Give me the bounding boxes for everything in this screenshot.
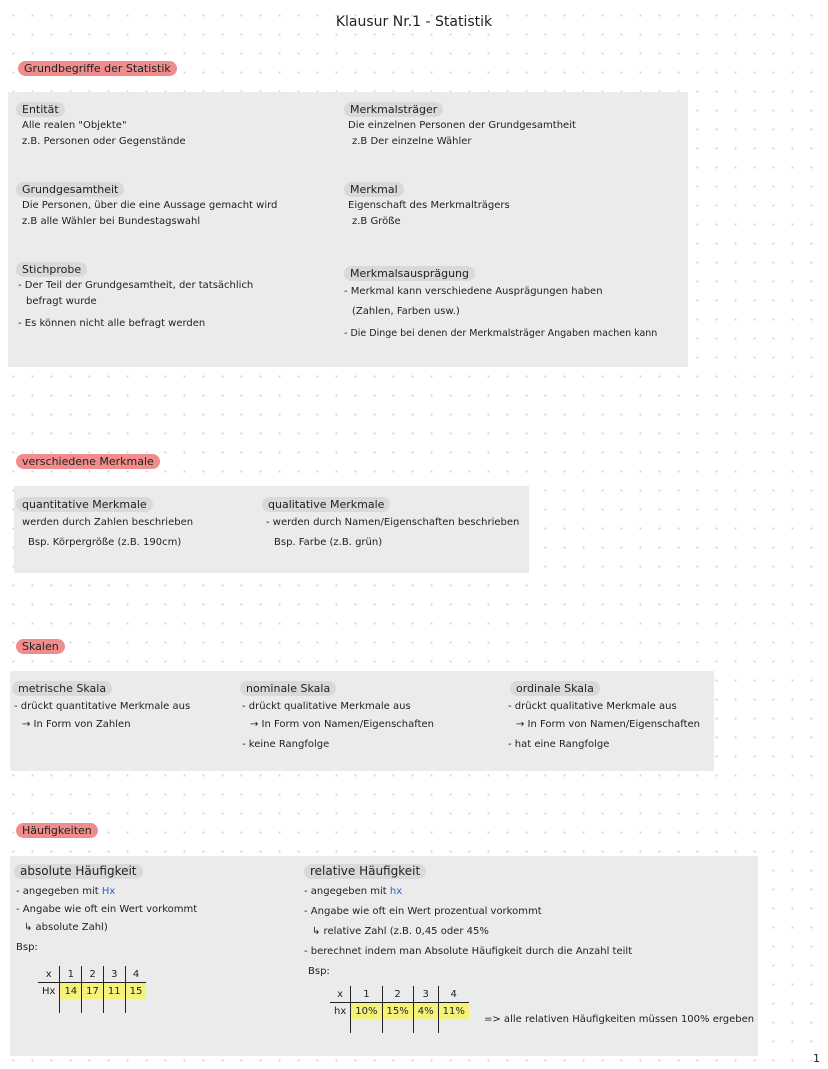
term-merkmal: Merkmal — [344, 182, 404, 197]
term-grundgesamtheit: Grundgesamtheit — [16, 182, 124, 197]
relativ-line-1: - Angabe wie oft ein Wert prozentual vorkommt — [304, 906, 542, 917]
metrisch-line-2: → In Form von Zahlen — [22, 719, 131, 730]
relativ-table-x-1: 1 — [351, 986, 382, 1003]
relativ-table-x-3: 3 — [413, 986, 438, 1003]
term-ordinal: ordinale Skala — [510, 681, 600, 696]
grundgesamtheit-line-1: Die Personen, über die eine Aussage gemacht wird — [22, 200, 278, 211]
term-absolut: absolute Häufigkeit — [14, 864, 143, 879]
quantitativ-line-2: Bsp. Körpergröße (z.B. 190cm) — [28, 537, 182, 548]
absolut-table-tail-0 — [38, 999, 60, 1013]
absolut-table-label-hx: Hx — [42, 985, 56, 997]
nominal-line-2: → In Form von Namen/Eigenschaften — [250, 719, 435, 730]
absolut-table-row-x — [38, 966, 146, 983]
term-metrisch: metrische Skala — [12, 681, 112, 696]
absolut-table-hx-4: 15 — [125, 983, 146, 1000]
relativ-table-tail-1 — [351, 1019, 382, 1033]
absolut-table — [38, 966, 146, 1013]
merkmalsauspraegung-line-2: (Zahlen, Farben usw.) — [352, 306, 460, 317]
relativ-line-3: - berechnet indem man Absolute Häufigkeit durch die Anzahl teilt — [304, 946, 633, 957]
entitaet-line-1: Alle realen "Objekte" — [22, 120, 127, 131]
page-title: Klausur Nr.1 - Statistik — [335, 14, 493, 30]
relativ-line-symbol-prefix: - angegeben mit — [304, 886, 387, 897]
absolut-table-hx-3: 11 — [103, 983, 125, 1000]
term-relativ: relative Häufigkeit — [304, 864, 426, 879]
relativ-symbol: hx — [389, 886, 403, 897]
metrisch-line-1: - drückt quantitative Merkmale aus — [14, 701, 191, 712]
section-heading-grundbegriffe: Grundbegriffe der Statistik — [18, 61, 177, 76]
relativ-table-label-hx: hx — [334, 1005, 347, 1017]
relativ-table-tail-4 — [438, 1019, 469, 1033]
relativ-table-hx-4: 11% — [438, 1003, 469, 1020]
relativ-table-tail-row — [330, 1019, 469, 1033]
absolut-table-tail-2 — [82, 999, 104, 1013]
absolut-table-tail-row — [38, 999, 146, 1013]
relativ-table-hx-3: 4% — [413, 1003, 438, 1020]
term-merkmalsauspraegung: Merkmalsausprägung — [344, 266, 475, 281]
merkmal-line-1: Eigenschaft des Merkmalträgers — [348, 200, 510, 211]
qualitativ-line-1: - werden durch Namen/Eigenschaften beschrieben — [266, 517, 520, 528]
absolut-table-x-3: 3 — [103, 966, 125, 983]
section-heading-merkmale: verschiedene Merkmale — [16, 454, 160, 469]
absolut-line-2: ↳ absolute Zahl) — [24, 922, 108, 933]
term-nominal: nominale Skala — [240, 681, 336, 696]
relativ-table-label-x: x — [330, 986, 351, 1003]
section-heading-skalen: Skalen — [16, 639, 65, 654]
merkmal-line-2: z.B Größe — [352, 216, 401, 227]
absolut-table-x-4: 4 — [125, 966, 146, 983]
relativ-line-4: Bsp: — [308, 966, 330, 977]
ordinal-line-1: - drückt qualitative Merkmale aus — [508, 701, 677, 712]
section-heading-haeufigkeiten: Häufigkeiten — [16, 823, 98, 838]
relativ-table-row-hx — [330, 1003, 469, 1020]
relativ-table-x-2: 2 — [382, 986, 413, 1003]
merkmalsauspraegung-line-3: - Die Dinge bei denen der Merkmalsträger Angaben machen kann — [344, 328, 658, 339]
absolut-table-hx-1: 14 — [60, 983, 82, 1000]
absolut-table-x-1: 1 — [60, 966, 82, 983]
absolut-table-x-2: 2 — [82, 966, 104, 983]
absolut-table-tail-4 — [125, 999, 146, 1013]
absolut-table-tail-3 — [103, 999, 125, 1013]
page-number: 1 — [813, 1052, 820, 1065]
merkmalstraeger-line-2: z.B Der einzelne Wähler — [352, 136, 472, 147]
relativ-table-row-x — [330, 986, 469, 1003]
nominal-line-3: - keine Rangfolge — [242, 739, 330, 750]
absolut-table-tail-1 — [60, 999, 82, 1013]
relativ-table-x-4: 4 — [438, 986, 469, 1003]
absolut-line-3: Bsp: — [16, 942, 38, 953]
absolut-line-symbol-prefix: - angegeben mit — [16, 886, 99, 897]
absolut-line-symbol — [16, 884, 115, 899]
relativ-table-tail-0 — [330, 1019, 351, 1033]
stichprobe-line-1: - Der Teil der Grundgesamtheit, der tatsächlich — [18, 280, 254, 291]
relativ-table-tail-3 — [413, 1019, 438, 1033]
merkmalsauspraegung-line-1: - Merkmal kann verschiedene Ausprägungen haben — [344, 286, 603, 297]
ordinal-line-2: → In Form von Namen/Eigenschaften — [516, 719, 701, 730]
qualitativ-line-2: Bsp. Farbe (z.B. grün) — [274, 537, 383, 548]
absolut-table-label-x: x — [38, 966, 60, 983]
term-stichprobe: Stichprobe — [16, 262, 87, 277]
relativ-table-hx-2: 15% — [382, 1003, 413, 1020]
ordinal-line-3: - hat eine Rangfolge — [508, 739, 610, 750]
term-entitaet: Entität — [16, 102, 65, 117]
merkmalstraeger-line-1: Die einzelnen Personen der Grundgesamtheit — [348, 120, 576, 131]
absolut-table-hx-2: 17 — [82, 983, 104, 1000]
term-merkmalstraeger: Merkmalsträger — [344, 102, 443, 117]
absolut-line-1: - Angabe wie oft ein Wert vorkommt — [16, 904, 198, 915]
quantitativ-line-1: werden durch Zahlen beschrieben — [22, 517, 194, 528]
relativ-table-hx-1: 10% — [351, 1003, 382, 1020]
absolut-table-row-hx — [38, 983, 146, 1000]
nominal-line-1: - drückt qualitative Merkmale aus — [242, 701, 411, 712]
grundgesamtheit-line-2: z.B alle Wähler bei Bundestagswahl — [22, 216, 201, 227]
absolut-symbol: Hx — [101, 886, 116, 897]
relativ-table-tail-2 — [382, 1019, 413, 1033]
term-qualitativ: qualitative Merkmale — [262, 497, 390, 512]
term-quantitativ: quantitative Merkmale — [16, 497, 153, 512]
stichprobe-line-2: befragt wurde — [26, 296, 97, 307]
relativ-line-symbol — [304, 884, 402, 899]
relativ-table — [330, 986, 469, 1033]
relativ-line-2: ↳ relative Zahl (z.B. 0,45 oder 45% — [312, 926, 489, 937]
relativ-note: => alle relativen Häufigkeiten müssen 100% ergeben — [484, 1014, 755, 1025]
entitaet-line-2: z.B. Personen oder Gegenstände — [22, 136, 186, 147]
stichprobe-line-3: - Es können nicht alle befragt werden — [18, 318, 206, 329]
